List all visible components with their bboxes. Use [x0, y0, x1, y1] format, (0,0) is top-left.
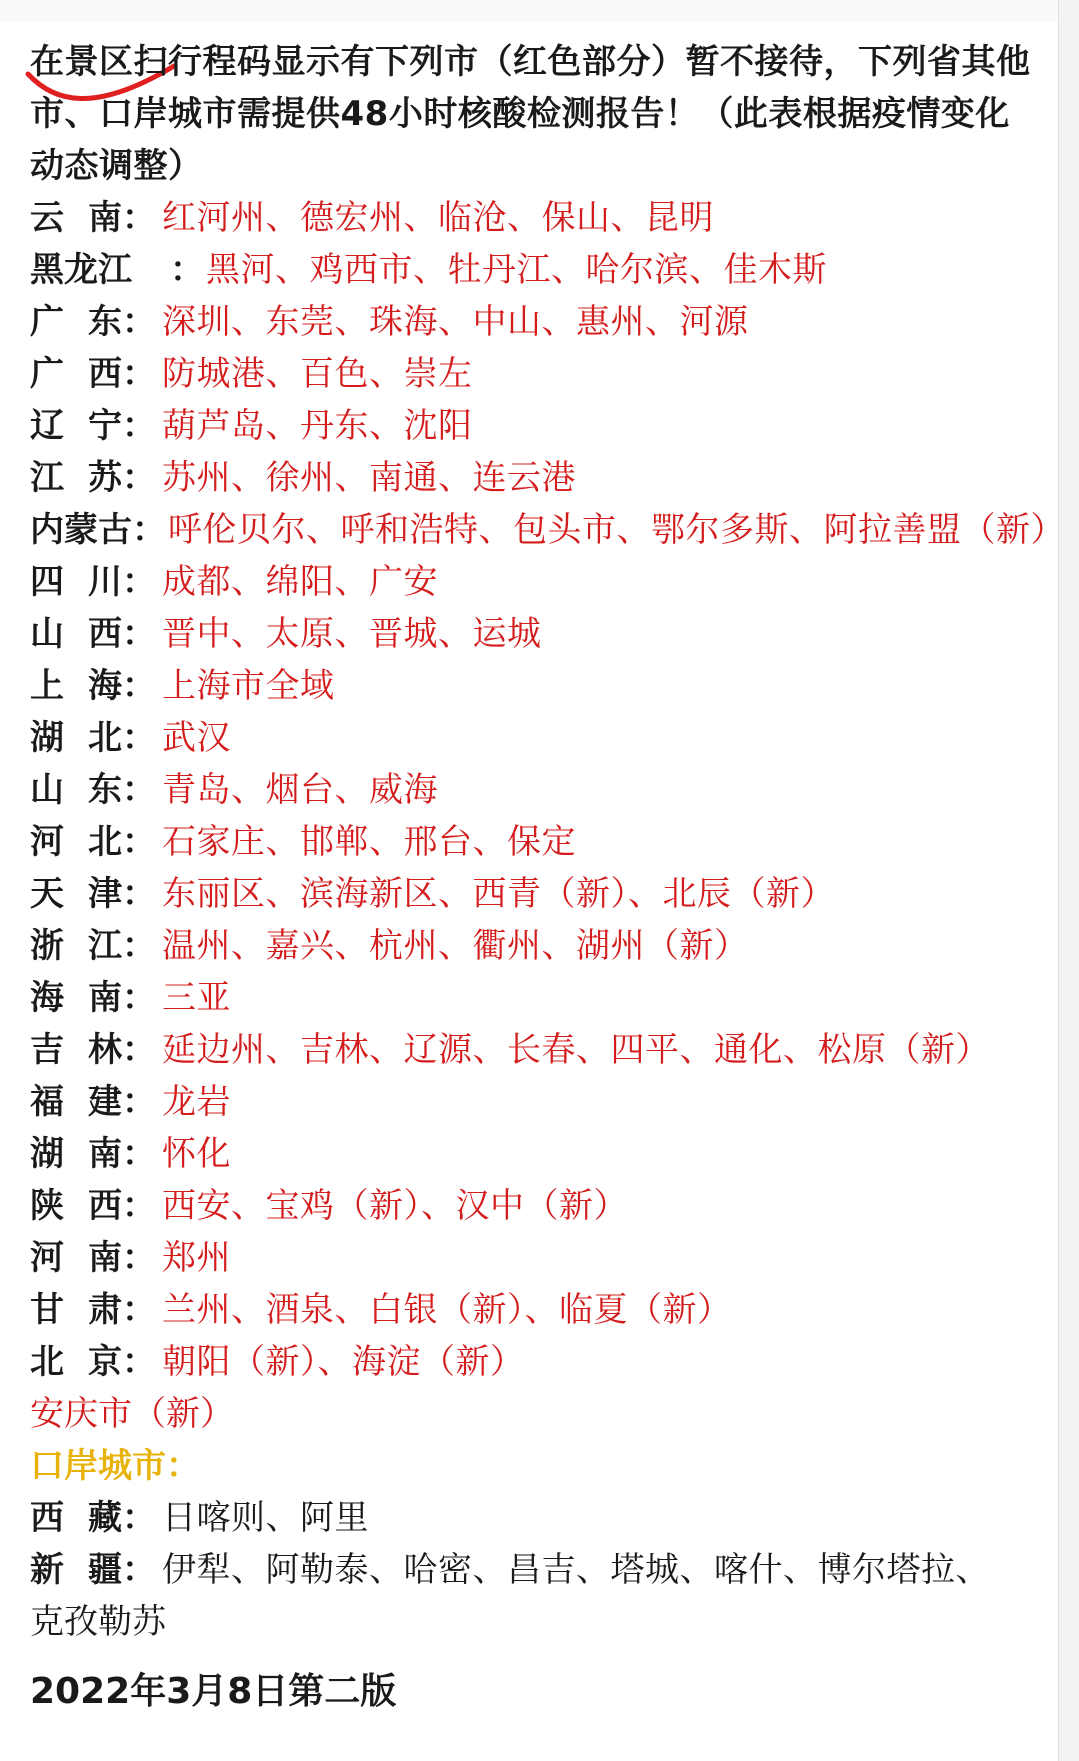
- city-list: 呼伦贝尔、呼和浩特、包头市、鄂尔多斯、阿拉善盟（新）: [168, 510, 1065, 550]
- city-list: 延边州、吉林、辽源、长春、四平、通化、松原（新）: [162, 1030, 990, 1070]
- list-item: [30, 972, 1040, 1024]
- region-name-char: 广: [30, 302, 64, 342]
- region-name-char: 四: [30, 562, 64, 602]
- colon: ：: [122, 770, 156, 810]
- region-name: [30, 1232, 122, 1284]
- colon: ：: [122, 822, 156, 862]
- colon: ：: [122, 302, 156, 342]
- colon: ：: [122, 1290, 156, 1330]
- city-list: 龙岩: [162, 1082, 231, 1122]
- region-name-char: 东: [88, 302, 122, 342]
- list-item: [30, 1544, 1040, 1596]
- region-name-char: 云: [30, 198, 64, 238]
- region-name: [30, 1492, 122, 1544]
- city-list: 郑州: [162, 1238, 231, 1278]
- region-name-char: 西: [88, 354, 122, 394]
- region-name-char: 北: [88, 822, 122, 862]
- list-item: [30, 608, 1040, 660]
- region-name: [30, 920, 122, 972]
- city-list: 红河州、德宏州、临沧、保山、昆明: [162, 198, 714, 238]
- region-name-char: 西: [88, 1186, 122, 1226]
- city-list: 怀化: [162, 1134, 231, 1174]
- region-name: [30, 972, 122, 1024]
- colon: ：: [132, 510, 166, 550]
- colon: ：: [122, 1550, 156, 1590]
- region-name: [30, 296, 122, 348]
- city-list-continued: 克孜勒苏: [30, 1602, 166, 1642]
- list-item: [30, 868, 1040, 920]
- colon: ：: [122, 614, 156, 654]
- list-item: [30, 452, 1040, 504]
- list-item: [30, 1024, 1040, 1076]
- colon: ：: [122, 458, 156, 498]
- list-item: [30, 712, 1040, 764]
- colon: ：: [122, 406, 156, 446]
- region-name: [30, 868, 122, 920]
- region-name-char: 建: [88, 1082, 122, 1122]
- notice-content: [30, 36, 1065, 1718]
- region-name-char: 疆: [88, 1550, 122, 1590]
- right-edge: [1058, 0, 1079, 1761]
- list-item: [30, 816, 1040, 868]
- region-name: [30, 764, 122, 816]
- region-name-char: 山: [30, 770, 64, 810]
- city-list: 石家庄、邯郸、邢台、保定: [162, 822, 576, 862]
- region-name: [30, 1128, 122, 1180]
- city-list: 晋中、太原、晋城、运城: [162, 614, 542, 654]
- list-item: [30, 192, 1040, 244]
- list-item: [30, 556, 1040, 608]
- city-list: 青岛、烟台、威海: [162, 770, 438, 810]
- list-item: [30, 1076, 1040, 1128]
- colon: ：: [122, 1082, 156, 1122]
- edition-date: 2022年3月8日第二版: [30, 1671, 397, 1712]
- port-list: [30, 1492, 1040, 1648]
- region-name-char: 福: [30, 1082, 64, 1122]
- region-name: [30, 452, 122, 504]
- region-name: [30, 400, 122, 452]
- city-list: 上海市全域: [162, 666, 335, 706]
- city-list: 武汉: [162, 718, 231, 758]
- list-item: [30, 1336, 1040, 1388]
- city-list: 三亚: [162, 978, 231, 1018]
- colon: ：: [122, 198, 156, 238]
- region-name-char: 藏: [88, 1498, 122, 1538]
- city-list: 西安、宝鸡（新）、汉中（新）: [162, 1186, 628, 1226]
- city-list: 深圳、东莞、珠海、中山、惠州、河源: [162, 302, 749, 342]
- list-item: [30, 920, 1040, 972]
- city-list: 朝阳（新）、海淀（新）: [162, 1342, 525, 1382]
- list-item: [30, 504, 1065, 556]
- region-name-char: 东: [88, 770, 122, 810]
- region-name-char: 京: [88, 1342, 122, 1382]
- list-item: [30, 764, 1040, 816]
- region-name-char: 上: [30, 666, 64, 706]
- region-name: [30, 712, 122, 764]
- list-item: [30, 1180, 1040, 1232]
- region-name: [30, 1024, 122, 1076]
- list-item: [30, 244, 1040, 296]
- region-name-char: 河: [30, 822, 64, 862]
- region-name: 黑龙江: [30, 250, 132, 290]
- port-heading: 口岸城市：: [30, 1446, 200, 1486]
- city-list: 日喀则、阿里: [162, 1498, 369, 1538]
- region-name-char: 川: [88, 562, 122, 602]
- region-name-char: 北: [30, 1342, 64, 1382]
- city-list: 黑河、鸡西市、牡丹江、哈尔滨、佳木斯: [206, 250, 827, 290]
- region-name-char: 广: [30, 354, 64, 394]
- intro-text: 在景区扫行程码显示有下列市（红色部分）暂不接待，下列省其他市、口岸城市需提供48小时核酸检测报告！（此表根据疫情变化动态调整）: [30, 42, 1031, 186]
- region-name: [30, 816, 122, 868]
- region-name-char: 津: [88, 874, 122, 914]
- region-name-char: 南: [88, 1134, 122, 1174]
- list-item: [30, 400, 1040, 452]
- colon: ：: [122, 1186, 156, 1226]
- colon: ：: [122, 1342, 156, 1382]
- colon: ：: [122, 354, 156, 394]
- colon: ：: [122, 1134, 156, 1174]
- list-item: [30, 1492, 1040, 1544]
- city-list: 兰州、酒泉、白银（新）、临夏（新）: [162, 1290, 732, 1330]
- region-name-char: 江: [30, 458, 64, 498]
- region-name-char: 海: [30, 978, 64, 1018]
- region-name-char: 新: [30, 1550, 64, 1590]
- colon: ：: [122, 926, 156, 966]
- region-name: [30, 1284, 122, 1336]
- region-name-char: 湖: [30, 1134, 64, 1174]
- colon: ：: [170, 250, 204, 290]
- region-name: [30, 348, 122, 400]
- city-list: 成都、绵阳、广安: [162, 562, 438, 602]
- region-name-char: 辽: [30, 406, 64, 446]
- region-name-char: 苏: [88, 458, 122, 498]
- region-name: [30, 660, 122, 712]
- region-name: [30, 1076, 122, 1128]
- region-name-char: 河: [30, 1238, 64, 1278]
- region-name-char: 西: [30, 1498, 64, 1538]
- colon: ：: [122, 1030, 156, 1070]
- region-name: [30, 1544, 122, 1596]
- city-list: 葫芦岛、丹东、沈阳: [162, 406, 473, 446]
- region-name: [30, 1336, 122, 1388]
- region-name-char: 宁: [88, 406, 122, 446]
- colon: ：: [122, 666, 156, 706]
- region-name-char: 吉: [30, 1030, 64, 1070]
- city-list: 防城港、百色、崇左: [162, 354, 473, 394]
- region-name-char: 甘: [30, 1290, 64, 1330]
- list-item: [30, 660, 1040, 712]
- colon: ：: [122, 978, 156, 1018]
- region-name: [30, 192, 122, 244]
- colon: ：: [122, 874, 156, 914]
- region-name-char: 海: [88, 666, 122, 706]
- anqing-line: 安庆市（新）: [30, 1394, 234, 1434]
- list-item: [30, 348, 1040, 400]
- region-name-char: 南: [88, 1238, 122, 1278]
- region-name-char: 南: [88, 978, 122, 1018]
- list-item: [30, 1128, 1040, 1180]
- city-list: 温州、嘉兴、杭州、衢州、湖州（新）: [162, 926, 749, 966]
- colon: ：: [122, 718, 156, 758]
- region-name: 内蒙古: [30, 510, 132, 550]
- province-list: [30, 192, 1065, 1388]
- region-name-char: 浙: [30, 926, 64, 966]
- region-name-char: 天: [30, 874, 64, 914]
- colon: ：: [122, 1238, 156, 1278]
- city-list: 伊犁、阿勒泰、哈密、昌吉、塔城、喀什、博尔塔拉、: [162, 1550, 990, 1590]
- region-name: [30, 1180, 122, 1232]
- region-name: [30, 556, 122, 608]
- region-name-char: 北: [88, 718, 122, 758]
- region-name: [30, 608, 122, 660]
- city-list: 东丽区、滨海新区、西青（新）、北辰（新）: [162, 874, 835, 914]
- region-name-char: 林: [88, 1030, 122, 1070]
- region-name-char: 南: [88, 198, 122, 238]
- region-name-char: 西: [88, 614, 122, 654]
- list-item: [30, 1284, 1040, 1336]
- colon: ：: [122, 1498, 156, 1538]
- region-name-char: 湖: [30, 718, 64, 758]
- region-name-char: 肃: [88, 1290, 122, 1330]
- region-name-char: 江: [88, 926, 122, 966]
- region-name-char: 陕: [30, 1186, 64, 1226]
- city-list: 苏州、徐州、南通、连云港: [162, 458, 576, 498]
- colon: ：: [122, 562, 156, 602]
- list-item: [30, 296, 1040, 348]
- list-item: [30, 1232, 1040, 1284]
- region-name-char: 山: [30, 614, 64, 654]
- top-edge: [0, 0, 1079, 22]
